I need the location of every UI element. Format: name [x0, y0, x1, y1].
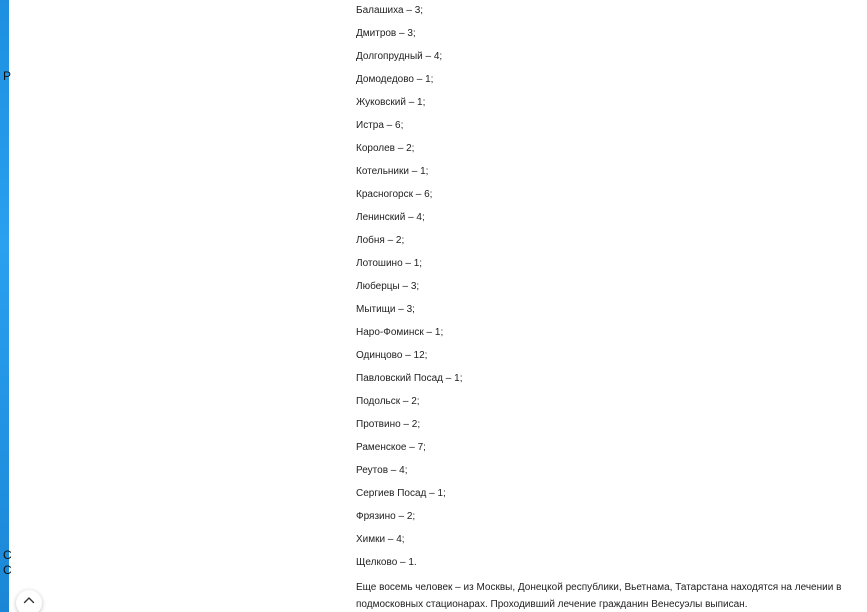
list-item: Красногорск – 6;	[356, 189, 433, 200]
list-item: Жуковский – 1;	[356, 97, 426, 108]
list-item: Королев – 2;	[356, 143, 415, 154]
left-edge-panel	[0, 0, 12, 612]
list-item: Лотошино – 1;	[356, 258, 423, 269]
list-item: Домодедово – 1;	[356, 74, 434, 85]
list-item: Мытищи – 3;	[356, 304, 415, 315]
article-body	[356, 0, 867, 612]
list-item: Наро-Фоминск – 1;	[356, 327, 444, 338]
scroll-to-top-button[interactable]	[16, 590, 42, 612]
list-item: Сергиев Посад – 1;	[356, 488, 446, 499]
edge-glyph-bottom-2: С	[3, 563, 12, 577]
city-list	[356, 0, 867, 574]
list-item: Подольск – 2;	[356, 396, 420, 407]
list-item: Истра – 6;	[356, 120, 404, 131]
list-item: Раменское – 7;	[356, 442, 426, 453]
chevron-up-icon	[23, 596, 35, 604]
list-item: Дмитров – 3;	[356, 28, 416, 39]
closing-paragraph: Еще восемь человек – из Москвы, Донецкой республики, Вьетнама, Татарстана находятся на лечении в подмосковных стационарах. Проходивший лечение гражданин Венесуэлы выписан.	[356, 582, 842, 610]
list-item: Лобня – 2;	[356, 235, 405, 246]
edge-glyph-top: Р	[3, 69, 12, 83]
list-item: Люберцы – 3;	[356, 281, 420, 292]
list-item: Фрязино – 2;	[356, 511, 416, 522]
list-item: Протвино – 2;	[356, 419, 421, 430]
list-item: Долгопрудный – 4;	[356, 51, 443, 62]
list-item: Химки – 4;	[356, 534, 405, 545]
list-item: Ленинский – 4;	[356, 212, 425, 223]
list-item: Щелково – 1.	[356, 557, 417, 568]
list-item: Котельники – 1;	[356, 166, 429, 177]
list-item: Павловский Посад – 1;	[356, 373, 463, 384]
list-item: Балашиха – 3;	[356, 5, 424, 16]
list-item: Одинцово – 12;	[356, 350, 428, 361]
edge-glyph-bottom-1: С	[3, 548, 12, 562]
list-item: Реутов – 4;	[356, 465, 408, 476]
